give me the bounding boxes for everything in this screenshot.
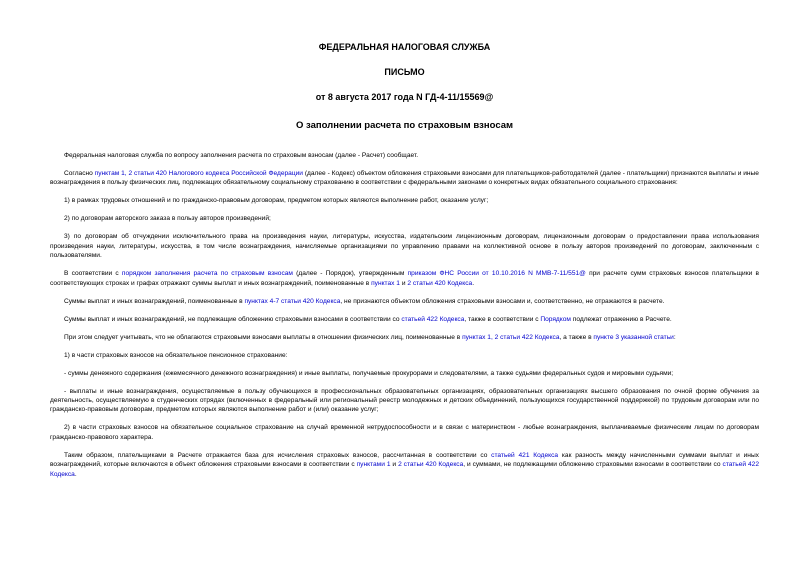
paragraph-text: и — [399, 279, 408, 287]
doc-subject: О заполнении расчета по страховым взносам — [295, 120, 514, 131]
paragraph-text: . — [472, 279, 475, 287]
paragraph — [50, 315, 759, 324]
paragraph — [50, 369, 759, 378]
paragraph-text: Суммы выплат и иных вознаграждений, поименованные в — [64, 297, 245, 305]
paragraph-text: - суммы денежного содержания (ежемесячного денежного вознаграждения) и иные выплаты, получаемые прокурорами и следователями, а также судьями федеральных судов и мировыми судьями; — [64, 369, 674, 377]
paragraph-text: 2) по договорам авторского заказа в пользу авторов произведений; — [64, 215, 271, 223]
paragraph-text: , а также в — [559, 333, 594, 341]
legal-reference-link[interactable]: статьей 421 Кодекса — [491, 451, 559, 459]
paragraph-text: Согласно — [64, 170, 95, 177]
paragraph — [50, 232, 759, 260]
legal-reference-link[interactable]: 2 статьи 420 Кодекса — [407, 279, 473, 287]
paragraph — [50, 214, 759, 223]
paragraph — [50, 196, 759, 205]
paragraph-text: 2) в части страховых взносов на обязательное социальное страхование на случай временной нетрудоспособности и в связи с материнством - любые вознаграждения, выплачиваемые физическим лицам по договорам гражданско-правового характера. — [50, 424, 759, 441]
paragraph — [50, 269, 759, 288]
legal-reference-link[interactable]: пунктам 1, 2 статьи 420 Налогового кодекса Российской Федерации — [94, 170, 303, 177]
org-name: ФЕДЕРАЛЬНАЯ НАЛОГОВАЯ СЛУЖБА — [318, 42, 491, 52]
legal-reference-link[interactable]: 2 статьи 420 Кодекса — [398, 461, 464, 469]
legal-reference-link[interactable]: пунктами 1 — [356, 461, 391, 469]
paragraph — [50, 297, 759, 306]
paragraph-text: (далее - Кодекс) объектом обложения страховыми взносами для плательщиков-работодателей (далее - плательщики) признаются выплаты и иные вознаграждения в пользу физических лиц, подлежащих обязательному социальному страхованию в соответствии с федеральными законами о конкретных видах обязательного социального страхования: — [50, 170, 759, 187]
paragraph-text: (далее - Порядок), утвержденным — [292, 270, 408, 278]
paragraph — [50, 151, 759, 160]
legal-reference-link[interactable]: порядком заполнения расчета по страховым взносам — [121, 270, 293, 278]
legal-reference-link[interactable]: пунктах 1 — [371, 279, 400, 287]
paragraph-text: Федеральная налоговая служба по вопросу заполнения расчета по страховым взносам (далее - Расчет) сообщает. — [64, 152, 419, 159]
paragraph-text: Таким образом, плательщиками в Расчете отражается база для исчисления страховых взносов, рассчитанная в соответствии со — [64, 451, 492, 459]
paragraph-text: подлежат отражению в Расчете. — [570, 315, 672, 323]
paragraph-text: и — [390, 461, 399, 469]
legal-reference-link[interactable]: пункте 3 указанной статьи — [593, 333, 674, 341]
paragraph-text: при расчете сумм страховых взносов плательщики в соответствующих строках и графах отражают суммы выплат и иных вознаграждений, поименованные в — [50, 270, 759, 287]
paragraph-text: как разность между начисленными суммами выплат и иных вознаграждений, которые включаются в объект обложения страховыми взносами в соответствии с — [50, 451, 759, 469]
legal-reference-link[interactable]: приказом ФНС России от 10.10.2016 N ММВ-7-11/551@ — [407, 270, 586, 278]
paragraph — [50, 169, 759, 188]
legal-reference-link[interactable]: Порядком — [540, 315, 571, 323]
paragraph-text: . — [74, 470, 77, 478]
paragraph-text: , и суммами, не подлежащими обложению страховыми взносами в соответствии со — [463, 461, 723, 469]
paragraph-text: При этом следует учитывать, что не облагаются страховыми взносами выплаты в отношении физических лиц, поименованные в — [64, 333, 463, 341]
paragraph-text: 1) в части страховых взносов на обязательное пенсионное страхование: — [64, 351, 288, 359]
paragraph — [50, 451, 759, 479]
legal-reference-link[interactable]: пунктах 1, 2 статьи 422 Кодекса — [462, 333, 560, 341]
paragraph — [50, 423, 759, 442]
paragraph-text: , также в соответствии с — [464, 315, 541, 323]
paragraph — [50, 351, 759, 360]
document-body — [50, 151, 759, 479]
legal-reference-link[interactable]: статьей 422 Кодекса — [50, 461, 760, 478]
paragraph-text: 3) по договорам об отчуждении исключительного права на произведения науки, литературы, искусства, издательским лицензионным договорам, лицензионным договорам о предоставлении права использования произведения науки, литературы, искусства, в том числе вознаграждения, начисляемые организациями по управлению правами на коллективной основе в пользу авторов произведений по договорам, заключенным с пользователями. — [50, 233, 759, 260]
paragraph-text: Суммы выплат и иных вознаграждений, не подлежащие обложению страховыми взносами в соответствии со — [64, 315, 402, 323]
paragraph-text: В соответствии с — [64, 270, 122, 278]
paragraph-text: - выплаты и иные вознаграждения, осуществляемые в пользу обучающихся в профессиональных образовательных организациях, образовательных организациях высшего образования по очной форме обучения за деятельность, осуществляемую в студенческих отрядах (включенных в федеральный или региональный реестр молодежных и детских объединений, пользующихся государственной поддержкой) по трудовым договорам или по гражданско-правовым договорам, предметом которых являются выполнение работ и (или) оказание услуг; — [50, 387, 759, 414]
paragraph-text: , не признаются объектом обложения страховыми взносами и, соответственно, не отражаются в расчете. — [340, 297, 665, 305]
legal-reference-link[interactable]: пунктах 4-7 статьи 420 Кодекса — [244, 297, 341, 305]
paragraph — [50, 387, 759, 415]
doc-date-number: от 8 августа 2017 года N ГД-4-11/15569@ — [315, 92, 494, 102]
legal-reference-link[interactable]: статьей 422 Кодекса — [401, 315, 465, 323]
paragraph-text: : — [673, 333, 676, 341]
doc-type: ПИСЬМО — [384, 67, 425, 77]
paragraph-text: 1) в рамках трудовых отношений и по гражданско-правовым договорам, предметом которых являются выполнение работ, оказание услуг; — [64, 197, 489, 205]
paragraph — [50, 333, 759, 342]
